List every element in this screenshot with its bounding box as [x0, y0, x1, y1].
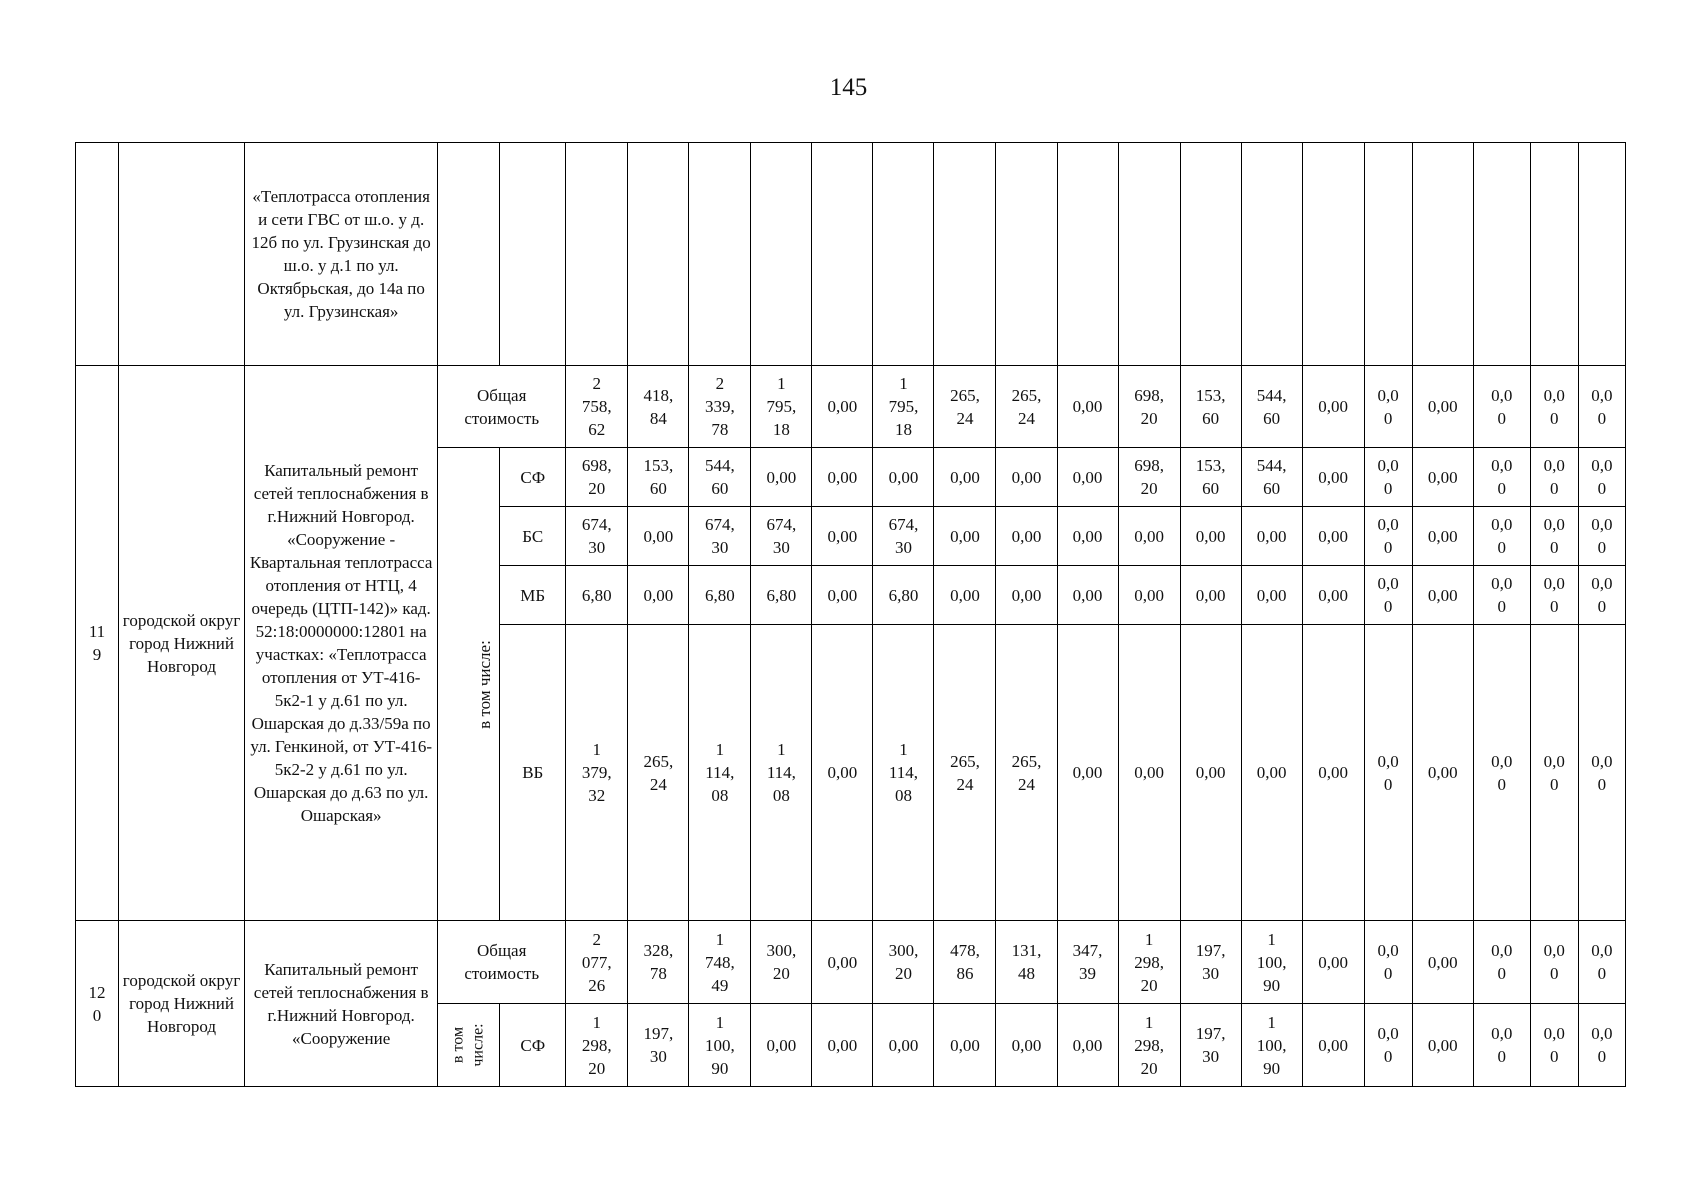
value-cell: 0,00 [628, 507, 689, 566]
value-cell: 0,0 0 [1530, 1004, 1578, 1087]
value-cell: 0,00 [996, 507, 1057, 566]
empty-cell [751, 143, 812, 366]
table-row [76, 366, 1626, 448]
value-cell: 0,0 0 [1530, 507, 1578, 566]
value-cell: 0,0 0 [1578, 507, 1625, 566]
value-cell: 197, 30 [628, 1004, 689, 1087]
value-cell: 0,00 [1118, 566, 1180, 625]
budget-table [75, 142, 1626, 1087]
table-row [76, 143, 1626, 366]
value-cell: 1 298, 20 [566, 1004, 628, 1087]
value-cell: 0,00 [1302, 921, 1364, 1004]
value-cell: 544, 60 [1241, 448, 1302, 507]
value-cell: 0,00 [1057, 366, 1118, 448]
including-label-cell [438, 448, 500, 921]
value-cell: 674, 30 [873, 507, 934, 566]
value-cell: 0,00 [1057, 1004, 1118, 1087]
value-cell: 0,0 0 [1473, 921, 1530, 1004]
value-cell: 0,00 [1302, 366, 1364, 448]
value-cell: 0,00 [1180, 566, 1241, 625]
empty-cell [566, 143, 628, 366]
value-cell: 0,0 0 [1364, 507, 1412, 566]
value-cell: 0,00 [1412, 507, 1473, 566]
empty-cell [628, 143, 689, 366]
value-cell: 328, 78 [628, 921, 689, 1004]
index-cell [76, 143, 119, 366]
value-cell: 131, 48 [996, 921, 1057, 1004]
empty-cell [1118, 143, 1180, 366]
value-cell: 0,00 [1412, 448, 1473, 507]
value-cell: 0,0 0 [1530, 448, 1578, 507]
value-cell: 0,00 [873, 1004, 934, 1087]
empty-cell [1057, 143, 1118, 366]
empty-cell [438, 143, 500, 366]
value-cell: 153, 60 [628, 448, 689, 507]
value-cell: 6,80 [751, 566, 812, 625]
value-cell: 0,00 [1302, 625, 1364, 921]
value-cell: 1 795, 18 [751, 366, 812, 448]
value-cell: 0,0 0 [1578, 448, 1625, 507]
value-cell: 265, 24 [996, 366, 1057, 448]
value-cell: 0,0 0 [1364, 448, 1412, 507]
value-cell: 0,00 [812, 1004, 873, 1087]
value-cell: 0,00 [873, 448, 934, 507]
value-cell: 300, 20 [751, 921, 812, 1004]
value-cell: 0,0 0 [1473, 366, 1530, 448]
value-cell: 544, 60 [1241, 366, 1302, 448]
value-cell: 544, 60 [689, 448, 751, 507]
municipality-cell [119, 143, 245, 366]
value-cell: 0,0 0 [1364, 566, 1412, 625]
value-cell: 1 114, 08 [873, 625, 934, 921]
value-cell: 0,00 [1412, 921, 1473, 1004]
value-cell: 6,80 [873, 566, 934, 625]
value-cell: 0,0 0 [1364, 921, 1412, 1004]
empty-cell [1473, 143, 1530, 366]
value-cell: 1 379, 32 [566, 625, 628, 921]
empty-cell [1578, 143, 1625, 366]
value-cell: 0,00 [1180, 625, 1241, 921]
value-cell: 0,00 [1180, 507, 1241, 566]
value-cell: 0,00 [996, 1004, 1057, 1087]
value-cell: 6,80 [689, 566, 751, 625]
index-cell: 11 9 [76, 366, 119, 921]
value-cell: 0,0 0 [1364, 625, 1412, 921]
empty-cell [873, 143, 934, 366]
value-cell: 153, 60 [1180, 366, 1241, 448]
empty-cell [934, 143, 996, 366]
empty-cell [1180, 143, 1241, 366]
including-label: в том числе: [449, 1023, 487, 1067]
description-cell: Капитальный ремонт сетей теплоснабжения в г.Нижний Новгород. «Сооружение [245, 921, 438, 1087]
value-cell: 1 114, 08 [689, 625, 751, 921]
value-cell: 1 100, 90 [1241, 921, 1302, 1004]
empty-cell [1302, 143, 1364, 366]
including-label: в том числе: [475, 639, 495, 729]
value-cell: 265, 24 [996, 625, 1057, 921]
value-cell: 674, 30 [689, 507, 751, 566]
value-cell: 0,00 [1057, 625, 1118, 921]
value-cell: 265, 24 [628, 625, 689, 921]
value-cell: 0,00 [1118, 625, 1180, 921]
index-cell: 12 0 [76, 921, 119, 1087]
value-cell: 0,00 [1302, 1004, 1364, 1087]
table-body [76, 143, 1626, 1087]
value-cell: 0,0 0 [1578, 1004, 1625, 1087]
value-cell: 478, 86 [934, 921, 996, 1004]
value-cell: 0,00 [1412, 1004, 1473, 1087]
value-cell: 153, 60 [1180, 448, 1241, 507]
empty-cell [1530, 143, 1578, 366]
value-cell: 698, 20 [566, 448, 628, 507]
municipality-cell: городской округ город Нижний Новгород [119, 366, 245, 921]
value-cell: 0,00 [812, 921, 873, 1004]
value-cell: 1 748, 49 [689, 921, 751, 1004]
value-cell: 1 100, 90 [689, 1004, 751, 1087]
value-cell: 0,0 0 [1364, 366, 1412, 448]
source-code-cell: СФ [500, 448, 566, 507]
value-cell: 0,0 0 [1473, 566, 1530, 625]
value-cell: 0,00 [1241, 625, 1302, 921]
value-cell: 0,00 [1412, 366, 1473, 448]
value-cell: 1 298, 20 [1118, 921, 1180, 1004]
value-cell: 0,0 0 [1473, 1004, 1530, 1087]
value-cell: 0,00 [934, 566, 996, 625]
value-cell: 6,80 [566, 566, 628, 625]
including-label-cell [438, 1004, 500, 1087]
total-cost-label: Общая стоимость [438, 366, 566, 448]
value-cell: 0,00 [1412, 566, 1473, 625]
value-cell: 0,0 0 [1364, 1004, 1412, 1087]
value-cell: 674, 30 [566, 507, 628, 566]
value-cell: 698, 20 [1118, 366, 1180, 448]
description-cell: Капитальный ремонт сетей теплоснабжения в г.Нижний Новгород. «Сооружение - Квартальная теплотрасса отопления от НТЦ, 4 очередь (ЦТП-142)» кад. 52:18:0000000:12801 на участках: «Теплотрасса отопления от УТ-416-5к2-1 у д.61 по ул. Ошарская до д.33/59а по ул. Генкиной, от УТ-416-5к2-2 у д.61 по ул. Ошарская до д.63 по ул. Ошарская» [245, 366, 438, 921]
value-cell: 0,00 [934, 448, 996, 507]
value-cell: 0,0 0 [1530, 625, 1578, 921]
value-cell: 0,0 0 [1530, 566, 1578, 625]
value-cell: 0,0 0 [1578, 625, 1625, 921]
source-code-cell: ВБ [500, 625, 566, 921]
value-cell: 0,00 [751, 448, 812, 507]
value-cell: 0,00 [996, 448, 1057, 507]
value-cell: 0,00 [1118, 507, 1180, 566]
value-cell: 0,00 [812, 566, 873, 625]
value-cell: 0,0 0 [1473, 625, 1530, 921]
value-cell: 0,0 0 [1578, 921, 1625, 1004]
value-cell: 265, 24 [934, 625, 996, 921]
value-cell: 0,00 [1241, 566, 1302, 625]
value-cell: 265, 24 [934, 366, 996, 448]
value-cell: 0,00 [1412, 625, 1473, 921]
empty-cell [812, 143, 873, 366]
value-cell: 674, 30 [751, 507, 812, 566]
value-cell: 197, 30 [1180, 1004, 1241, 1087]
value-cell: 0,0 0 [1578, 566, 1625, 625]
value-cell: 0,0 0 [1530, 921, 1578, 1004]
value-cell: 1 100, 90 [1241, 1004, 1302, 1087]
value-cell: 0,00 [1241, 507, 1302, 566]
source-code-cell: МБ [500, 566, 566, 625]
value-cell: 698, 20 [1118, 448, 1180, 507]
value-cell: 0,00 [1302, 448, 1364, 507]
value-cell: 2 758, 62 [566, 366, 628, 448]
value-cell: 0,00 [1057, 448, 1118, 507]
value-cell: 0,00 [812, 507, 873, 566]
value-cell: 2 339, 78 [689, 366, 751, 448]
empty-cell [689, 143, 751, 366]
value-cell: 1 298, 20 [1118, 1004, 1180, 1087]
municipality-cell: городской округ город Нижний Новгород [119, 921, 245, 1087]
value-cell: 0,00 [1302, 507, 1364, 566]
value-cell: 0,00 [1057, 507, 1118, 566]
value-cell: 1 114, 08 [751, 625, 812, 921]
value-cell: 0,00 [934, 1004, 996, 1087]
value-cell: 0,00 [1302, 566, 1364, 625]
value-cell: 0,0 0 [1530, 366, 1578, 448]
source-code-cell: СФ [500, 1004, 566, 1087]
value-cell: 0,00 [996, 566, 1057, 625]
value-cell: 0,00 [812, 625, 873, 921]
value-cell: 0,00 [628, 566, 689, 625]
value-cell: 0,00 [1057, 566, 1118, 625]
value-cell: 0,0 0 [1473, 448, 1530, 507]
value-cell: 197, 30 [1180, 921, 1241, 1004]
value-cell: 0,00 [812, 366, 873, 448]
empty-cell [996, 143, 1057, 366]
value-cell: 0,0 0 [1578, 366, 1625, 448]
empty-cell [1412, 143, 1473, 366]
page-number: 145 [829, 74, 868, 101]
description-cell: «Теплотрасса отопления и сети ГВС от ш.о. у д. 12б по ул. Грузинская до ш.о. у д.1 по ул. Октябрьская, до 14а по ул. Грузинская» [245, 143, 438, 366]
value-cell: 0,00 [751, 1004, 812, 1087]
value-cell: 2 077, 26 [566, 921, 628, 1004]
value-cell: 0,00 [934, 507, 996, 566]
value-cell: 0,00 [812, 448, 873, 507]
empty-cell [500, 143, 566, 366]
value-cell: 347, 39 [1057, 921, 1118, 1004]
value-cell: 0,0 0 [1473, 507, 1530, 566]
empty-cell [1364, 143, 1412, 366]
source-code-cell: БС [500, 507, 566, 566]
value-cell: 418, 84 [628, 366, 689, 448]
empty-cell [1241, 143, 1302, 366]
total-cost-label: Общая стоимость [438, 921, 566, 1004]
value-cell: 300, 20 [873, 921, 934, 1004]
value-cell: 1 795, 18 [873, 366, 934, 448]
table-row [76, 921, 1626, 1004]
